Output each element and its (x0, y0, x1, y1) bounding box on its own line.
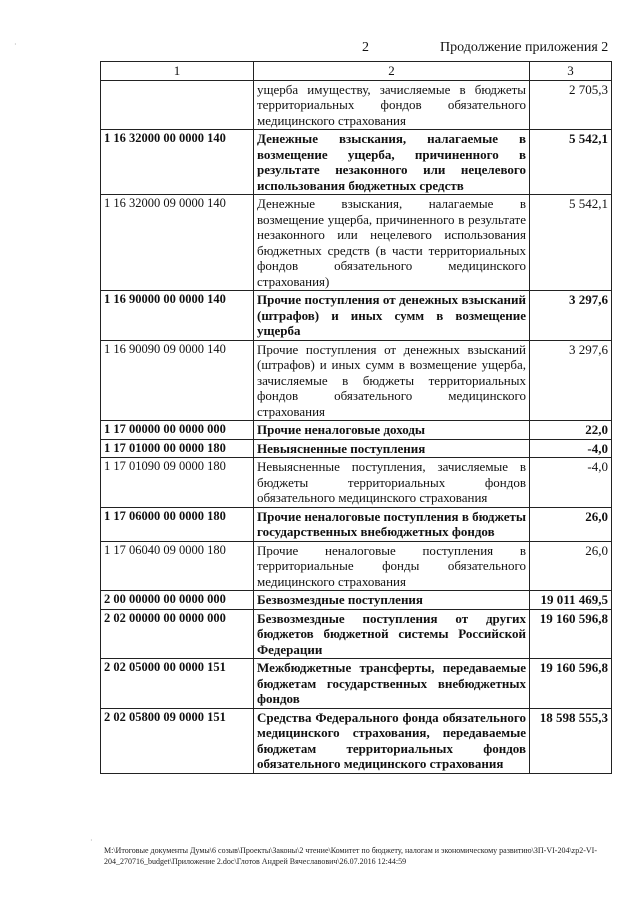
row-description: Безвозмездные поступления от других бюджетов бюджетной системы Российской Федерации (254, 609, 530, 659)
row-code: 1 16 32000 00 0000 140 (101, 130, 254, 195)
row-description: Невыясненные поступления (254, 439, 530, 458)
row-description: Прочие неналоговые поступления в территориальные фонды обязательного медицинского страхования (254, 541, 530, 591)
table-row (101, 439, 612, 458)
row-code: 2 00 00000 00 0000 000 (101, 591, 254, 610)
table-row (101, 659, 612, 709)
table-row (101, 421, 612, 440)
row-code: 1 16 90000 00 0000 140 (101, 291, 254, 341)
row-description: Прочие поступления от денежных взысканий (штрафов) и иных сумм в возмещение ущерба (254, 291, 530, 341)
footer-file-path: M:\Итоговые документы Думы\6 созыв\Проекты\Законы\2 чтение\Комитет по бюджету, налогам и экономическому развитию\ЗП-VI-204\zp2-VI-204_270716_budget\Приложение 2.doc\Глотов Андрей Вячеславович\26.07.2016 12:44:59 (104, 846, 597, 866)
table-row (101, 195, 612, 291)
row-amount: -4,0 (530, 439, 612, 458)
row-amount: 3 297,6 (530, 291, 612, 341)
row-description: Прочие неналоговые поступления в бюджеты государственных внебюджетных фондов (254, 507, 530, 541)
row-description: Денежные взыскания, налагаемые в возмещение ущерба, причиненного в результате незаконного или нецелевого использования бюджетных средств (в части территориальных фондов обязательного медицинского страхования) (254, 195, 530, 291)
table-row (101, 291, 612, 341)
row-code: 1 16 90090 09 0000 140 (101, 340, 254, 421)
table-row (101, 708, 612, 773)
row-amount: 19 011 469,5 (530, 591, 612, 610)
continuation-header: Продолжение приложения 2 (440, 40, 609, 55)
table-header-row (101, 62, 612, 81)
table-row (101, 591, 612, 610)
row-code: 1 17 06040 09 0000 180 (101, 541, 254, 591)
row-code: 2 02 00000 00 0000 000 (101, 609, 254, 659)
column-header-2: 2 (254, 62, 530, 81)
row-amount: 5 542,1 (530, 130, 612, 195)
table-row (101, 80, 612, 130)
page-number: 2 (362, 40, 369, 55)
row-code: 1 17 01090 09 0000 180 (101, 458, 254, 508)
row-amount: -4,0 (530, 458, 612, 508)
row-code: 1 17 00000 00 0000 000 (101, 421, 254, 440)
table-row (101, 458, 612, 508)
table-row (101, 130, 612, 195)
row-amount: 3 297,6 (530, 340, 612, 421)
row-code: 2 02 05800 09 0000 151 (101, 708, 254, 773)
margin-mark: · (14, 40, 17, 49)
column-header-3: 3 (530, 62, 612, 81)
table-row (101, 609, 612, 659)
row-code: 1 17 06000 00 0000 180 (101, 507, 254, 541)
row-amount: 19 160 596,8 (530, 659, 612, 709)
row-description: Невыясненные поступления, зачисляемые в бюджеты территориальных фондов обязательного медицинского страхования (254, 458, 530, 508)
row-code: 1 17 01000 00 0000 180 (101, 439, 254, 458)
row-description: Прочие неналоговые доходы (254, 421, 530, 440)
table-row (101, 541, 612, 591)
row-description: ущерба имуществу, зачисляемые в бюджеты территориальных фондов обязательного медицинского страхования (254, 80, 530, 130)
row-amount: 18 598 555,3 (530, 708, 612, 773)
row-amount: 2 705,3 (530, 80, 612, 130)
row-amount: 5 542,1 (530, 195, 612, 291)
row-amount: 22,0 (530, 421, 612, 440)
row-description: Денежные взыскания, налагаемые в возмещение ущерба, причиненного в результате незаконного или нецелевого использования бюджетных средств (254, 130, 530, 195)
row-description: Безвозмездные поступления (254, 591, 530, 610)
row-code: 1 16 32000 09 0000 140 (101, 195, 254, 291)
row-description: Прочие поступления от денежных взысканий (штрафов) и иных сумм в возмещение ущерба, зачисляемые в бюджеты территориальных фондов обязательного медицинского страхования (254, 340, 530, 421)
row-description: Средства Федерального фонда обязательного медицинского страхования, передаваемые бюджетам территориальных фондов обязательного медицинского страхования (254, 708, 530, 773)
table-row (101, 507, 612, 541)
budget-table (100, 61, 612, 774)
margin-mark: · (90, 836, 93, 845)
table-row (101, 340, 612, 421)
row-code: 2 02 05000 00 0000 151 (101, 659, 254, 709)
row-code (101, 80, 254, 130)
row-amount: 26,0 (530, 541, 612, 591)
column-header-1: 1 (101, 62, 254, 81)
row-amount: 26,0 (530, 507, 612, 541)
row-amount: 19 160 596,8 (530, 609, 612, 659)
row-description: Межбюджетные трансферты, передаваемые бюджетам государственных внебюджетных фондов (254, 659, 530, 709)
